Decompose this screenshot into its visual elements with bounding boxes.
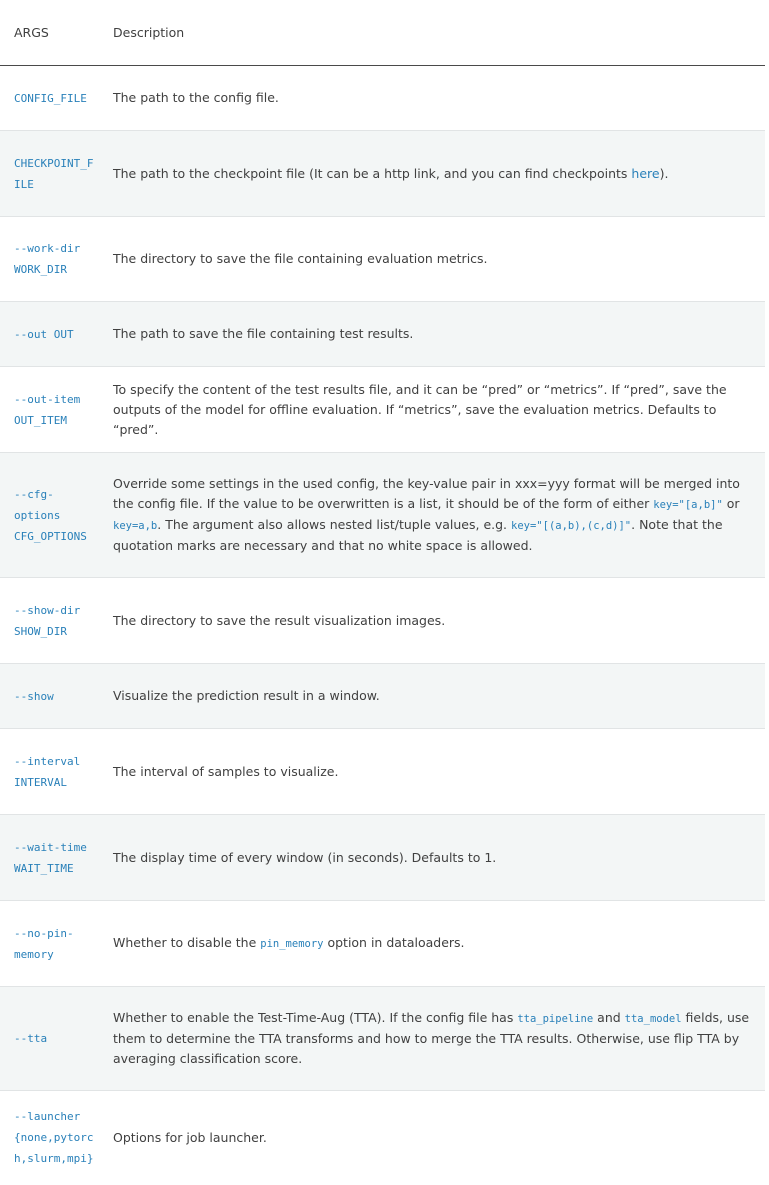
- inline-code: key="[a,b]": [653, 499, 723, 511]
- arg-name: --show-dir SHOW_DIR: [14, 603, 81, 638]
- table-row: [0, 815, 765, 901]
- table-row: [0, 131, 765, 217]
- arg-name: --interval INTERVAL: [14, 754, 81, 789]
- arg-description: The path to the config file.: [113, 90, 279, 105]
- arg-name: --wait-time WAIT_TIME: [14, 840, 87, 875]
- arg-description: Whether to enable the Test-Time-Aug (TTA). If the config file has tta_pipeline and tta_model fields, use them to determine the TTA transforms and how to merge the TTA results. Otherwise, use flip TTA by averaging classification score.: [113, 1010, 750, 1066]
- table-row: [0, 664, 765, 729]
- table-row: [0, 453, 765, 578]
- arg-description: Options for job launcher.: [113, 1129, 267, 1145]
- table-row: [0, 729, 765, 815]
- table-row: [0, 1091, 765, 1184]
- arg-description: The interval of samples to visualize.: [113, 763, 339, 779]
- arg-description: To specify the content of the test results file, and it can be “pred” or “metrics”. If “pred”, save the outputs of the model for offline evaluation. If “metrics”, save the evaluation metrics. Defaults to “pred”.: [113, 381, 727, 437]
- header-args: ARGS: [14, 25, 49, 40]
- table-row: [0, 66, 765, 131]
- table-row: [0, 302, 765, 367]
- arg-name: --tta: [14, 1032, 48, 1045]
- arg-name: CONFIG_FILE: [14, 91, 87, 105]
- table-row: [0, 901, 765, 987]
- header-description: Description: [113, 25, 185, 40]
- arg-name: --show: [14, 689, 54, 703]
- inline-code: tta_model: [624, 1013, 682, 1025]
- arg-description: The path to the checkpoint file (It can be a http link, and you can find checkpoints here).: [113, 165, 669, 181]
- arg-description: The directory to save the file containing evaluation metrics.: [113, 251, 488, 266]
- arg-name: CHECKPOINT_F ILE: [14, 156, 94, 191]
- table-row: [0, 367, 765, 453]
- inline-code: key=a,b: [113, 520, 158, 532]
- arg-name: --launcher {none,pytorc h,slurm,mpi}: [14, 1110, 94, 1165]
- arg-description: The display time of every window (in seconds). Defaults to 1.: [113, 849, 497, 865]
- arg-description: Override some settings in the used config, the key-value pair in xxx=yyy format will be merged into the config file. If the value to be overwritten is a list, it should be of the form of either key="[a,b]" or key=a,b. The argument also allows nested list/tuple values, e.g. key="[(a,b),(c,d)]". Note that the quotation marks are necessary and that no white space is allowed.: [113, 476, 740, 553]
- arg-description: Whether to disable the pin_memory option in dataloaders.: [113, 935, 465, 950]
- checkpoints-link[interactable]: here: [631, 165, 660, 181]
- arg-name: --no-pin- memory: [14, 926, 74, 961]
- arg-name: --out OUT: [14, 327, 74, 341]
- inline-code: tta_pipeline: [517, 1013, 594, 1025]
- arg-description: The directory to save the result visualization images.: [113, 612, 446, 628]
- inline-code: key="[(a,b),(c,d)]": [511, 520, 632, 532]
- arg-name: --cfg- options CFG_OPTIONS: [14, 487, 87, 543]
- arg-name: --work-dir WORK_DIR: [14, 242, 81, 276]
- arg-name: --out-item OUT_ITEM: [14, 392, 81, 427]
- arg-description: Visualize the prediction result in a window.: [113, 688, 380, 703]
- inline-code: pin_memory: [260, 938, 324, 950]
- table-header: [0, 0, 765, 66]
- arg-description: The path to save the file containing test results.: [113, 326, 414, 341]
- table-row: [0, 578, 765, 664]
- table-row: [0, 217, 765, 302]
- table-row: [0, 987, 765, 1091]
